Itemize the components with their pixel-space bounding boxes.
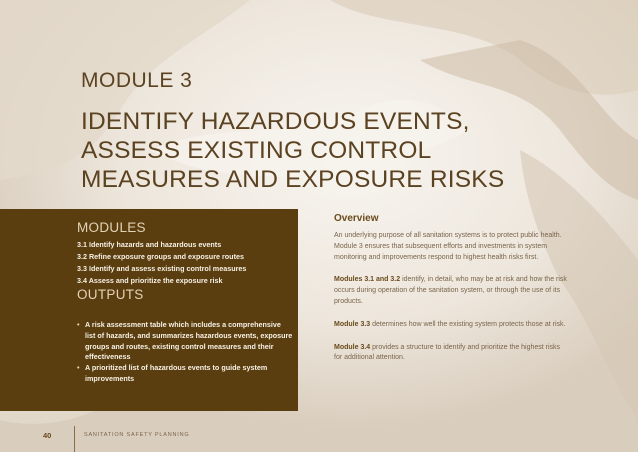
overview-section (334, 212, 570, 376)
paragraph-text: determines how well the existing system protects those at risk. (370, 320, 566, 328)
module-item: 3.3 Identify and assess existing control measures (77, 264, 247, 273)
outputs-heading: OUTPUTS (77, 287, 144, 302)
title-line: ASSESS EXISTING CONTROL (81, 137, 432, 164)
overview-heading: Overview (334, 213, 379, 224)
outputs-list (77, 320, 293, 385)
running-title: SANITATION SAFETY PLANNING (84, 432, 190, 438)
overview-paragraph (334, 320, 570, 331)
module-item: 3.4 Assess and prioritize the exposure risk (77, 276, 223, 285)
overview-intro: An underlying purpose of all sanitation systems is to protect public health. Module 3 ensures that subsequent efforts and investments in system monitoring and improvements respond to highest health risks first. (334, 232, 562, 261)
title-line: IDENTIFY HAZARDOUS EVENTS, (81, 108, 470, 135)
module-reference: Module 3.4 (334, 343, 371, 351)
output-item: • A prioritized list of hazardous events to guide system improvements (77, 363, 293, 385)
modules-outputs-panel (0, 209, 298, 411)
page-title (81, 107, 504, 194)
modules-heading: MODULES (77, 220, 146, 235)
overview-paragraph (334, 275, 570, 307)
output-item: • A risk assessment table which includes a comprehensive list of hazards, and summarizes hazardous events, exposure groups and routes, existing control measures and their effectiveness (77, 320, 293, 363)
module-item: 3.2 Refine exposure groups and exposure routes (77, 252, 244, 261)
modules-list (77, 239, 246, 287)
paragraph-text: provides a structure to identify and prioritize the highest risks for additional attention. (334, 343, 561, 362)
footer-divider (74, 426, 75, 452)
module-reference: Modules 3.1 and 3.2 (334, 276, 401, 284)
module-reference: Module 3.3 (334, 320, 371, 328)
module-item: 3.1 Identify hazards and hazardous events (77, 240, 222, 249)
module-label: MODULE 3 (81, 69, 193, 92)
title-line: MEASURES AND EXPOSURE RISKS (81, 166, 505, 193)
paragraph-text: identify, in detail, who may be at risk and how the risk occurs during operation of the sanitation system, or through the use of its products. (334, 276, 567, 305)
page-number: 40 (43, 431, 52, 440)
overview-paragraph (334, 343, 570, 365)
